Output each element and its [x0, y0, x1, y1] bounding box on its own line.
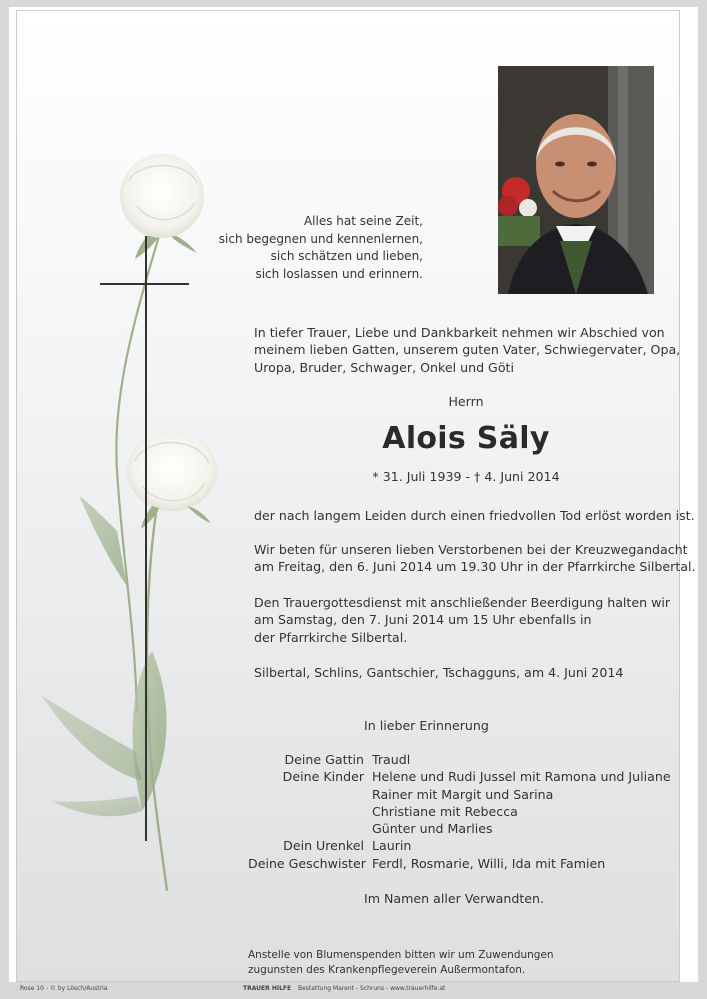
intro-line: meinem lieben Gatten, unserem guten Vater, Schwiegervater, Opa,: [254, 342, 681, 358]
portrait-photo: [498, 66, 654, 294]
family-label: Dein Urenkel: [283, 838, 364, 854]
family-value: Traudl: [372, 752, 411, 767]
family-value: Rainer mit Margit und Sarina: [372, 786, 554, 802]
donation-note: [248, 948, 554, 978]
motto-line: sich schätzen und lieben,: [270, 249, 423, 263]
footer-undertaker: Bestattung Marent - Schruns - www.trauerhilfe.at: [298, 985, 446, 992]
family-row: [248, 855, 671, 872]
service-line: Den Trauergottesdienst mit anschließender Beerdigung halten wir: [254, 595, 671, 610]
intro-paragraph: [254, 324, 680, 376]
death-statement: der nach langem Leiden durch einen friedvollen Tod erlöst worden ist.: [254, 508, 695, 523]
service-paragraph: [254, 594, 670, 646]
family-label: Deine Kinder: [282, 769, 364, 785]
footer-credit: Rose 10 - © by Lösch/Austria: [20, 985, 108, 992]
obituary-card: [16, 10, 696, 982]
place-and-date: Silbertal, Schlins, Gantschier, Tschagguns, am 4. Juni 2014: [254, 665, 624, 680]
family-value: Günter und Marlies: [372, 821, 493, 837]
salutation: Herrn: [448, 394, 484, 409]
footer-brand: TRAUER HILFE: [243, 985, 292, 992]
family-label: [248, 803, 372, 820]
life-dates: * 31. Juli 1939 - † 4. Juni 2014: [372, 469, 560, 484]
family-value: Ferdl, Rosmarie, Willi, Ida mit Famien: [372, 855, 606, 871]
family-label: Deine Geschwister: [248, 855, 366, 871]
family-row: [248, 803, 671, 820]
family-label: Deine Gattin: [284, 752, 364, 767]
service-line: der Pfarrkirche Silbertal.: [254, 629, 408, 645]
family-label: [248, 820, 372, 837]
white-rose-illustration: [17, 11, 247, 911]
intro-line: Uropa, Bruder, Schwager, Onkel und Göti: [254, 359, 514, 375]
family-value: Christiane mit Rebecca: [372, 803, 518, 819]
motto-verse: [163, 213, 423, 283]
memory-heading: In lieber Erinnerung: [364, 718, 489, 733]
family-row: [248, 820, 671, 837]
deceased-name: Alois Säly: [382, 421, 550, 456]
family-row: [248, 768, 671, 785]
family-row: [248, 786, 671, 803]
family-label: [248, 786, 372, 803]
donation-line: zugunsten des Krankenpflegeverein Außermontafon.: [248, 964, 526, 976]
cross-horizontal-bar: [100, 283, 189, 285]
family-row: [248, 837, 671, 854]
prayer-line: Wir beten für unseren lieben Verstorbenen bei der Kreuzwegandacht: [254, 542, 688, 557]
motto-line: Alles hat seine Zeit,: [303, 214, 423, 228]
intro-line: In tiefer Trauer, Liebe und Dankbarkeit nehmen wir Abschied von: [254, 325, 665, 340]
donation-line: Anstelle von Blumenspenden bitten wir um Zuwendungen: [248, 949, 554, 961]
service-line: am Samstag, den 7. Juni 2014 um 15 Uhr ebenfalls in: [254, 612, 592, 628]
family-value: Laurin: [372, 838, 412, 854]
motto-line: sich begegnen und kennenlernen,: [218, 231, 423, 246]
family-row: [248, 751, 671, 768]
relatives-closing: Im Namen aller Verwandten.: [364, 891, 544, 906]
prayer-paragraph: [254, 541, 696, 576]
family-value: Helene und Rudi Jussel mit Ramona und Juliane: [372, 769, 671, 785]
cross-vertical-bar: [145, 236, 147, 841]
family-list: [248, 751, 671, 872]
prayer-line: am Freitag, den 6. Juni 2014 um 19.30 Uhr in der Pfarrkirche Silbertal.: [254, 559, 696, 575]
motto-line: sich loslassen und erinnern.: [255, 266, 423, 281]
